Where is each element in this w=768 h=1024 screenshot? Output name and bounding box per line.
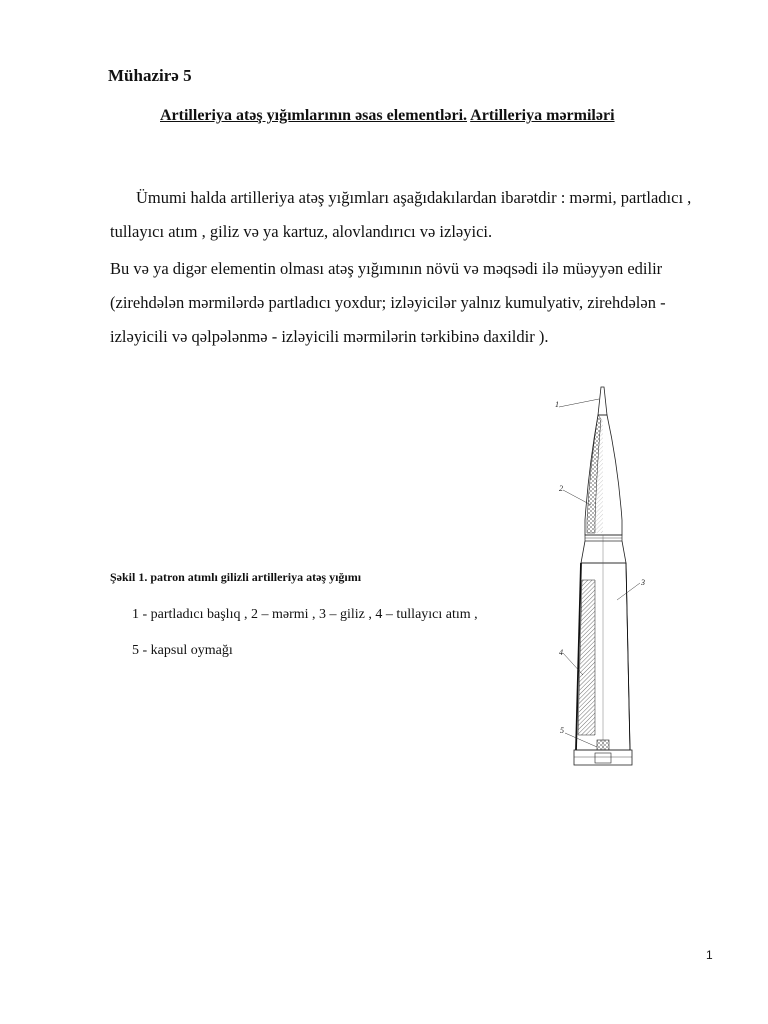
callout-2: 2	[559, 484, 563, 493]
figure-caption: Şəkil 1. patron atımlı gilizli artilleriya atəş yığımı	[110, 570, 362, 584]
page-number: 1	[706, 948, 713, 962]
figure-legend-line-1: 1 - partladıcı başlıq , 2 – mərmi , 3 – giliz , 4 – tullayıcı atım ,	[132, 607, 478, 622]
title-part-2: Artilleriya mərmiləri	[470, 107, 615, 124]
primer	[597, 740, 609, 750]
callout-4: 4	[559, 648, 563, 657]
title-part-1: Artilleriya atəş yığımlarının əsas elementləri.	[160, 107, 468, 124]
cartridge-drawing	[545, 385, 665, 775]
fuze-outline	[598, 387, 607, 415]
callout-3: 3	[641, 578, 645, 587]
document-title	[160, 107, 615, 125]
figure-legend-line-2: 5 - kapsul oymağı	[132, 643, 233, 658]
paragraph-1: Ümumi halda artilleriya atəş yığımları aşağıdakılardan ibarətdir : mərmi, partladıcı , tullayıcı atım , giliz və ya kartuz, alovlandırıcı və izləyici.	[110, 188, 692, 241]
callout-1: 1	[555, 400, 559, 409]
lecture-heading: Mühazirə 5	[108, 66, 192, 85]
callout-5: 5	[560, 726, 564, 735]
paragraph-2: Bu və ya digər elementin olması atəş yığımının növü və məqsədi ilə müəyyən edilir (zirehdələn mərmilərdə partladıcı yoxdur; izləyicilər yalnız kumulyativ, zirehdələn - izləyicili və qəlpələnmə - izləyicili mərmilərin tərkibinə daxildir ).	[110, 259, 666, 346]
